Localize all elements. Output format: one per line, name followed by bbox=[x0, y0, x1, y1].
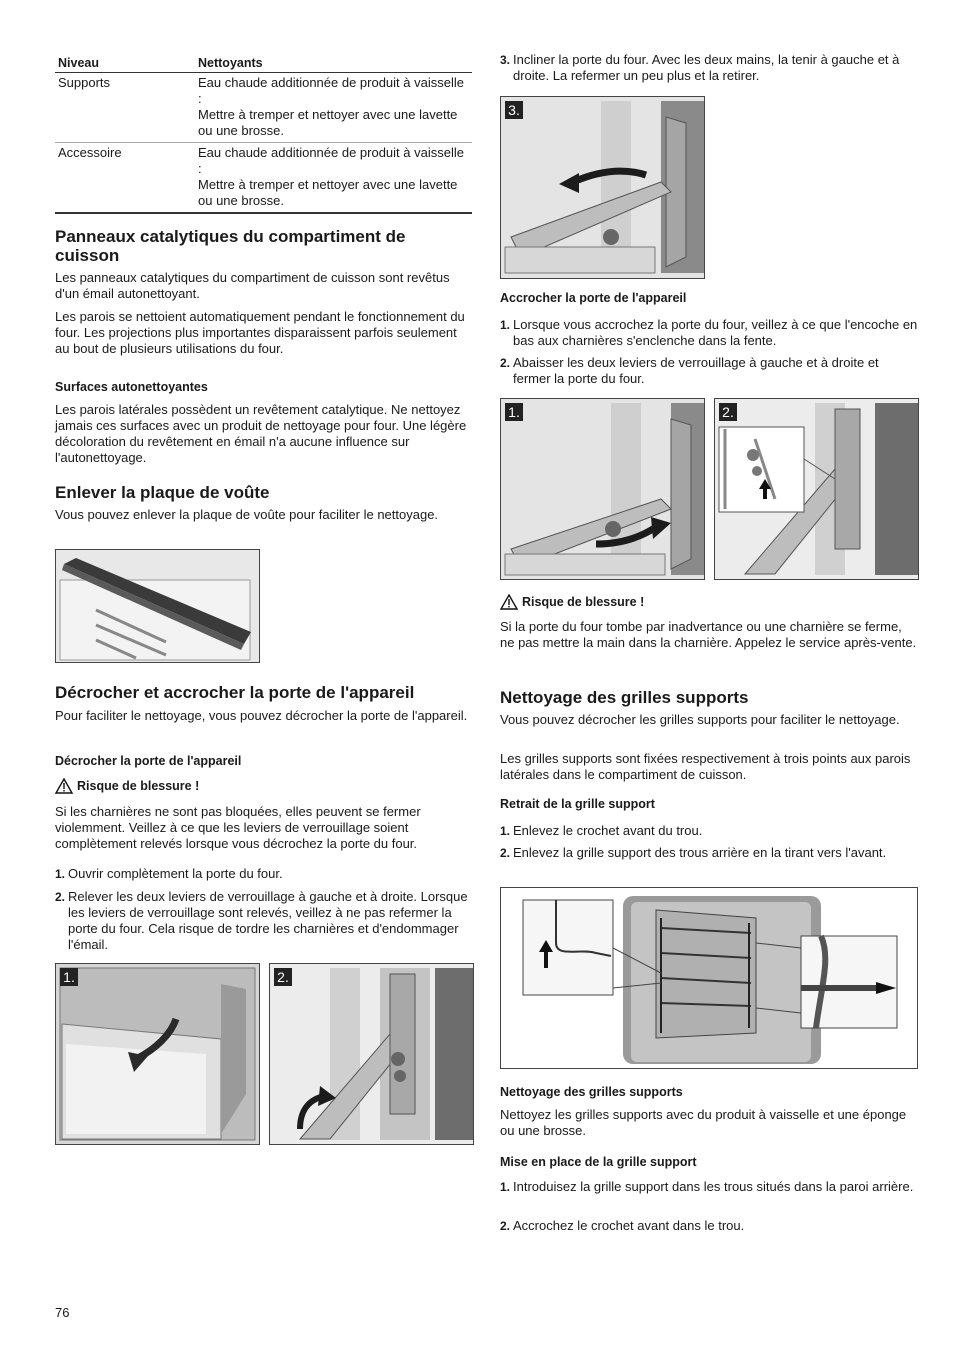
paragraph: Les panneaux catalytiques du compartiment de cuisson sont revêtus d'un émail autonettoyant. bbox=[55, 270, 450, 301]
paragraph: Pour faciliter le nettoyage, vous pouvez décrocher la porte de l'appareil. bbox=[55, 708, 468, 723]
figure-badge: 1. bbox=[505, 403, 523, 421]
step-text: Ouvrir complètement la porte du four. bbox=[68, 866, 283, 881]
figure-tilt-door bbox=[500, 96, 705, 279]
step-number: 2. bbox=[500, 1219, 511, 1233]
step-number: 2. bbox=[500, 356, 511, 370]
step-number: 1. bbox=[500, 1180, 511, 1194]
warning-text: Si les charnières ne sont pas bloquées, elles peuvent se fermer violemment. Veillez à ce que les leviers de verrouillage soient complètement relevés lorsque vous décrochez la porte du four. bbox=[55, 804, 421, 851]
figure-badge: 2. bbox=[719, 403, 737, 421]
subheading-install: Mise en place de la grille support bbox=[500, 1155, 697, 1169]
step-text: Enlevez la grille support des trous arrière en la tirant vers l'avant. bbox=[513, 845, 887, 860]
table-cell: Accessoire bbox=[55, 143, 195, 214]
list-item bbox=[500, 52, 918, 84]
subheading-unhook: Décrocher la porte de l'appareil bbox=[55, 754, 242, 768]
warning-triangle-icon bbox=[500, 594, 518, 610]
table-row bbox=[55, 73, 472, 143]
list-item bbox=[500, 1179, 918, 1195]
section-title-vault: Enlever la plaque de voûte bbox=[55, 483, 270, 502]
step-text: Relever les deux leviers de verrouillage à gauche et à droite. Lorsque les leviers de verrouillage sont relevés, veillez à ne pas refermer la porte du four. Cela risque de tordre les charnières et d'endommager l'émail. bbox=[68, 889, 468, 952]
list-item bbox=[500, 845, 918, 861]
figure-grid-support bbox=[500, 887, 918, 1069]
step-number: 2. bbox=[500, 846, 511, 860]
paragraph: Nettoyez les grilles supports avec du produit à vaisselle et une éponge ou une brosse. bbox=[500, 1107, 907, 1138]
section-title-catalytic: Panneaux catalytiques du compartiment de cuisson bbox=[55, 227, 406, 265]
step-text: Abaisser les deux leviers de verrouillage à gauche et à droite et fermer la porte du four. bbox=[513, 355, 879, 386]
table-cell: Eau chaude additionnée de produit à vaisselle : Mettre à tremper et nettoyer avec une lavette ou une brosse. bbox=[195, 73, 472, 143]
warning-label: Risque de blessure ! bbox=[522, 594, 645, 609]
warning-heading bbox=[55, 778, 199, 794]
list-item bbox=[500, 317, 918, 349]
warning-heading bbox=[500, 594, 644, 610]
figure-lever-up bbox=[269, 963, 474, 1145]
list-item bbox=[500, 823, 918, 839]
step-text: Lorsque vous accrochez la porte du four, veillez à ce que l'encoche en bas aux charnières s'enclenche dans la fente. bbox=[513, 317, 918, 348]
step-text: Introduisez la grille support dans les trous situés dans la paroi arrière. bbox=[513, 1179, 914, 1194]
figure-badge: 1. bbox=[60, 968, 78, 986]
page-number: 76 bbox=[55, 1305, 70, 1320]
figure-hook-door bbox=[500, 398, 705, 580]
paragraph: Les parois se nettoient automatiquement pendant le fonctionnement du four. Les projections plus importantes disparaissent parfois seulement au bout de plusieurs utilisations du four. bbox=[55, 309, 465, 356]
subheading-surfaces: Surfaces autonettoyantes bbox=[55, 380, 208, 394]
subheading-clean: Nettoyage des grilles supports bbox=[500, 1085, 683, 1099]
list-item bbox=[500, 1218, 918, 1234]
cleaning-table bbox=[55, 54, 472, 214]
step-text: Enlevez le crochet avant du trou. bbox=[513, 823, 703, 838]
table-header: Niveau bbox=[55, 54, 195, 73]
warning-triangle-icon bbox=[55, 778, 73, 794]
figure-badge: 2. bbox=[274, 968, 292, 986]
step-number: 1. bbox=[55, 867, 66, 881]
list-item bbox=[55, 889, 472, 953]
table-row bbox=[55, 143, 472, 214]
step-text: Incliner la porte du four. Avec les deux mains, la tenir à gauche et à droite. La refermer un peu plus et la retirer. bbox=[513, 52, 900, 83]
paragraph: Vous pouvez enlever la plaque de voûte pour faciliter le nettoyage. bbox=[55, 507, 439, 522]
subheading-hook: Accrocher la porte de l'appareil bbox=[500, 291, 687, 305]
step-text: Accrochez le crochet avant dans le trou. bbox=[513, 1218, 745, 1233]
section-title-grids: Nettoyage des grilles supports bbox=[500, 688, 749, 707]
warning-text: Si la porte du four tombe par inadvertance ou une charnière se ferme, ne pas mettre la main dans la charnière. Appelez le service après-vente. bbox=[500, 619, 917, 650]
warning-label: Risque de blessure ! bbox=[77, 778, 200, 793]
paragraph: Vous pouvez décrocher les grilles supports pour faciliter le nettoyage. bbox=[500, 712, 900, 727]
list-item bbox=[55, 866, 472, 882]
table-header-row bbox=[55, 54, 472, 73]
list-item bbox=[500, 355, 918, 387]
step-number: 2. bbox=[55, 890, 66, 904]
step-number: 1. bbox=[500, 824, 511, 838]
paragraph: Les parois latérales possèdent un revêtement catalytique. Ne nettoyez jamais ces surfaces avec un produit de nettoyage pour four. Une légère décoloration du revêtement en émail n'a aucune influence sur l'autonettoyage. bbox=[55, 402, 467, 465]
step-number: 3. bbox=[500, 53, 511, 67]
table-header: Nettoyants bbox=[195, 54, 472, 73]
subheading-remove: Retrait de la grille support bbox=[500, 797, 655, 811]
figure-lever-down bbox=[714, 398, 919, 580]
figure-vault-plate bbox=[55, 549, 260, 663]
table-cell: Eau chaude additionnée de produit à vaisselle : Mettre à tremper et nettoyer avec une lavette ou une brosse. bbox=[195, 143, 472, 214]
figure-badge: 3. bbox=[505, 101, 523, 119]
section-title-door: Décrocher et accrocher la porte de l'appareil bbox=[55, 683, 415, 702]
step-number: 1. bbox=[500, 318, 511, 332]
figure-open-door bbox=[55, 963, 260, 1145]
table-cell: Supports bbox=[55, 73, 195, 143]
paragraph: Les grilles supports sont fixées respectivement à trois points aux parois latérales dans le compartiment de cuisson. bbox=[500, 751, 911, 782]
